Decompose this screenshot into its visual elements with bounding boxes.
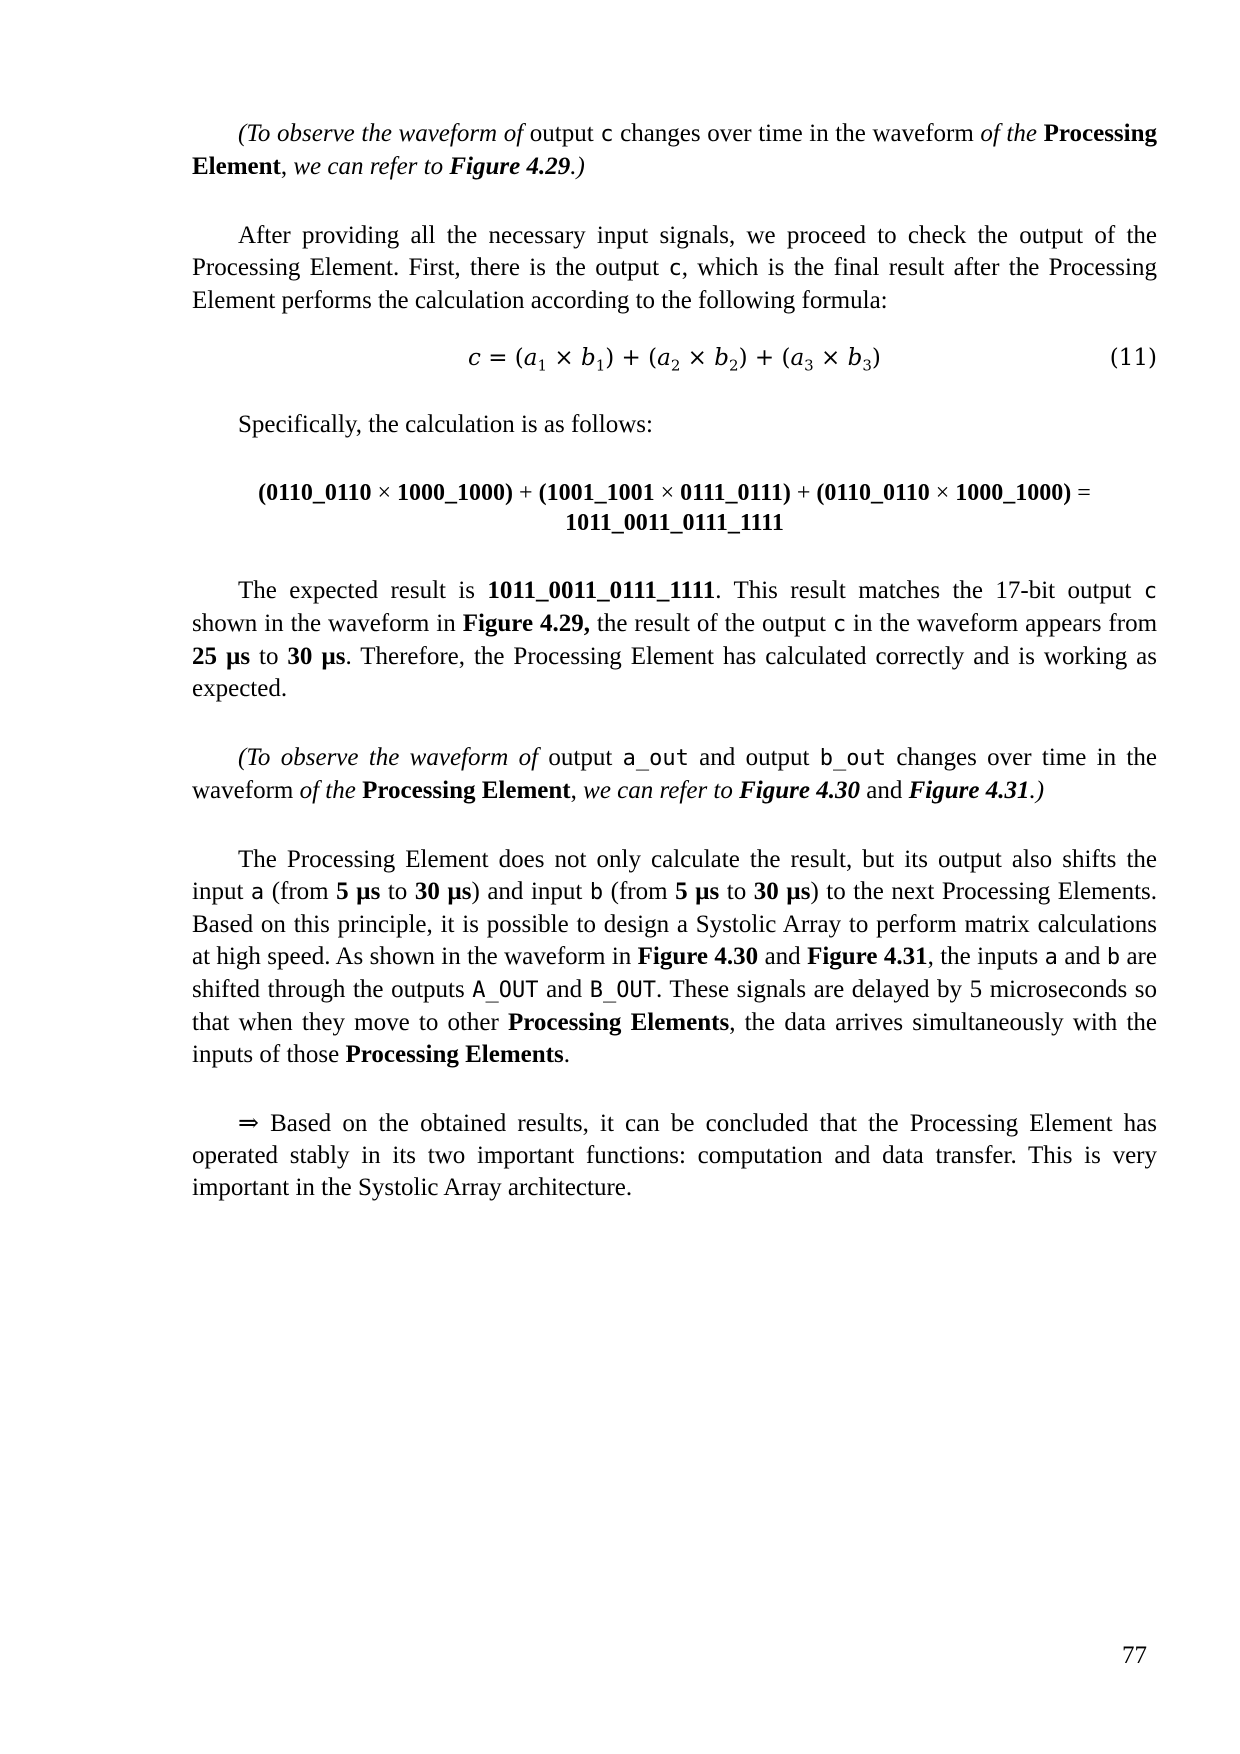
spacer xyxy=(192,538,1157,575)
bold-text: 30 µs xyxy=(414,878,472,905)
figure-reference-note-c xyxy=(192,118,1157,183)
formula-lhs: c xyxy=(468,345,481,371)
code-b-out: b_out xyxy=(819,746,887,771)
italic-text: (To observe the waveform of xyxy=(238,744,539,771)
paragraph-conclusion xyxy=(192,1108,1157,1204)
bold-text: 30 µs xyxy=(287,643,346,670)
bold-text: 30 µs xyxy=(753,878,811,905)
text: the result of the output xyxy=(589,610,833,637)
text: , the inputs xyxy=(927,943,1045,970)
figure-ref: Figure 4.30 xyxy=(739,777,860,804)
term-b: b xyxy=(714,345,730,371)
figure-reference-note-outputs xyxy=(192,742,1157,807)
subscript: 1 xyxy=(537,356,548,375)
italic-text: we can refer to xyxy=(293,153,450,180)
equation-number: (11) xyxy=(1109,345,1157,371)
text: to xyxy=(380,878,415,905)
times-sign: × xyxy=(680,345,715,371)
text: output xyxy=(523,120,601,147)
binary-calculation xyxy=(192,478,1157,538)
text: to xyxy=(250,643,288,670)
operator: + xyxy=(790,480,817,506)
italic-text: .) xyxy=(1029,777,1045,804)
italic-text: we can refer to xyxy=(583,777,740,804)
text: and xyxy=(1057,943,1107,970)
text: , which is the final result after the Processing Element performs the calculation according to the following formula: xyxy=(192,254,1157,314)
paragraph-data-shift xyxy=(192,844,1157,1071)
figure-ref: Figure 4.30 xyxy=(637,943,759,970)
text: . This result matches the 17-bit output xyxy=(715,577,1144,604)
paragraph-specifically: Specifically, the calculation is as follows: xyxy=(238,411,653,438)
code-a-out: A_OUT xyxy=(472,978,539,1003)
bold-text: 5 µs xyxy=(675,878,720,905)
spacer xyxy=(192,383,1157,409)
calculation-line-1 xyxy=(192,478,1157,508)
operator: + xyxy=(513,480,539,506)
bold-text: Processing Element xyxy=(192,120,1158,180)
text: . These signals are delayed by 5 microseconds so that when they move to other xyxy=(192,976,1157,1036)
italic-text: of the xyxy=(980,120,1037,147)
bold-text: Processing Elements xyxy=(345,1041,564,1068)
spacer xyxy=(192,1071,1157,1108)
figure-ref: Figure 4.29 xyxy=(449,153,571,180)
code-a-out: a_out xyxy=(622,746,689,771)
text: , the data arrives simultaneously with the inputs of those xyxy=(192,1009,1157,1068)
text: and xyxy=(758,943,808,970)
code-b-out: B_OUT xyxy=(589,978,656,1003)
text: shown in the waveform in xyxy=(192,610,463,637)
plus-sign: + xyxy=(747,345,782,371)
text: and xyxy=(538,976,590,1003)
operator: × xyxy=(371,480,398,506)
spacer xyxy=(192,183,1157,220)
text: changes over time in the waveform xyxy=(613,120,981,147)
paragraph-expected-result xyxy=(192,575,1157,705)
implies-arrow-icon: ⇒ xyxy=(238,1110,259,1137)
text: After providing all the necessary input signals, we proceed to check the output of the Processing Element. First, there is the output xyxy=(192,222,1157,281)
text: and xyxy=(859,777,909,804)
subscript: 3 xyxy=(804,356,814,375)
text: are shifted through the outputs xyxy=(192,943,1157,1003)
term-a: a xyxy=(523,345,538,371)
subscript: 2 xyxy=(670,356,681,375)
figure-ref: Figure 4.31 xyxy=(807,943,928,970)
spacer xyxy=(192,441,1157,478)
text: The Processing Element does not only calculate the result, but its output also shifts the input xyxy=(192,846,1157,905)
paragraph-output-check xyxy=(192,220,1157,317)
text: . xyxy=(563,1041,570,1068)
text: (from xyxy=(264,878,337,905)
operand: (1001_1001 xyxy=(538,480,655,506)
operand: 0111_0111) xyxy=(680,480,791,506)
code-c: c xyxy=(832,612,847,637)
code-a: a xyxy=(250,880,265,905)
bold-text: Processing Element xyxy=(362,777,571,804)
text: The expected result is xyxy=(238,577,488,604)
times-sign: × xyxy=(813,345,848,371)
term-a: a xyxy=(657,345,671,371)
text: output xyxy=(538,744,623,771)
text: ) to the next Processing Elements. Based on this principle, it is possible to design a Systolic Array to perform matrix calculations at high speed. As shown in the waveform in xyxy=(192,878,1158,970)
subscript: 1 xyxy=(595,356,606,375)
code-b: b xyxy=(589,880,604,905)
bold-text: Processing Elements xyxy=(508,1009,730,1036)
term-b: b xyxy=(580,345,596,371)
term-a: a xyxy=(790,345,805,371)
spacer xyxy=(192,807,1157,844)
bold-text: 1011_0011_0111_1111 xyxy=(487,577,716,604)
spacer xyxy=(192,705,1157,742)
calculation-result: 1011_0011_0111_1111 xyxy=(565,510,784,536)
text: ) and input xyxy=(471,878,590,905)
operator: = xyxy=(1071,480,1091,506)
text: (from xyxy=(603,878,676,905)
code-c: c xyxy=(668,256,682,281)
operand: 1000_1000) xyxy=(397,480,514,506)
italic-text: (To observe the waveform of xyxy=(238,120,524,147)
code-a: a xyxy=(1044,945,1058,970)
text: Based on the obtained results, it can be concluded that the Processing Element has operated stably in its two important functions: computation and data transfer. This is very important in the Systolic Array architecture. xyxy=(192,1110,1157,1201)
text: in the waveform appears from xyxy=(846,610,1158,637)
subscript: 2 xyxy=(729,356,739,375)
subscript: 3 xyxy=(862,356,872,375)
document-page xyxy=(192,118,1157,1204)
bold-text: 5 µs xyxy=(336,878,381,905)
page-number: 77 xyxy=(1122,1642,1147,1669)
operator: × xyxy=(929,480,956,506)
italic-text: .) xyxy=(570,153,585,180)
text: . Therefore, the Processing Element has calculated correctly and is working as expected. xyxy=(192,643,1157,702)
text: changes over time in the waveform xyxy=(192,744,1157,804)
operand: (0110_0110 xyxy=(258,480,372,506)
code-c: c xyxy=(600,122,614,147)
term-b: b xyxy=(847,345,863,371)
text: to xyxy=(719,878,754,905)
text: , xyxy=(280,153,294,180)
operand: 1000_1000) xyxy=(955,480,1072,506)
figure-ref: Figure 4.29, xyxy=(462,610,590,637)
spacer xyxy=(192,317,1157,343)
figure-ref: Figure 4.31 xyxy=(908,777,1030,804)
code-b: b xyxy=(1106,945,1121,970)
italic-text: of the xyxy=(299,777,356,804)
formula: $c = (a_1 \times b_1) + (a_2 \times b_2) + (a_3 \times b_3)$ xyxy=(468,345,881,375)
operand: (0110_0110 xyxy=(816,480,930,506)
equation-11 xyxy=(192,343,1157,383)
equals-sign: = xyxy=(480,345,515,371)
times-sign: × xyxy=(547,345,581,371)
code-c: c xyxy=(1143,579,1157,604)
operator: × xyxy=(654,480,681,506)
text: , xyxy=(570,777,584,804)
plus-sign: + xyxy=(614,345,649,371)
text: and output xyxy=(688,744,820,771)
bold-text: 25 µs xyxy=(192,643,251,670)
